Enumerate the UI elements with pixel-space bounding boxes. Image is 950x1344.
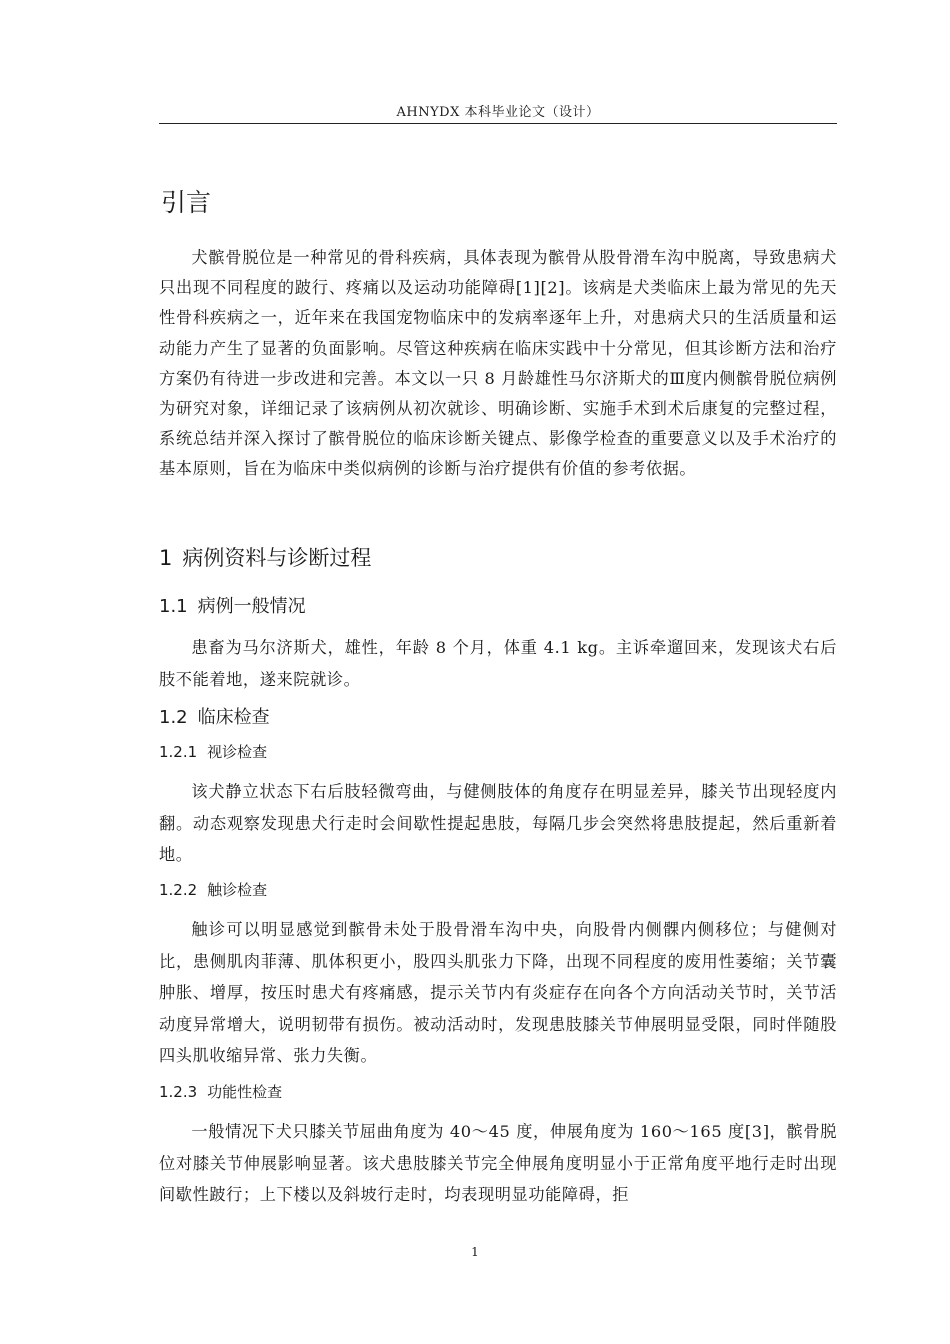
section-1-title: 病例资料与诊断过程	[182, 546, 372, 570]
section-1-2-2-title: 触诊检查	[207, 881, 268, 899]
section-1-1-number: 1.1	[159, 596, 188, 617]
section-1-1-heading	[159, 594, 306, 620]
section-1-2-heading	[159, 705, 270, 731]
section-1-1-title: 病例一般情况	[197, 596, 306, 617]
section-1-2-2-paragraph: 触诊可以明显感觉到髌骨未处于股骨滑车沟中央，向股骨内侧髁内侧移位；与健侧对比，患侧肌肉菲薄、肌体积更小，股四头肌张力下降，出现不同程度的废用性萎缩；关节囊肿胀、增厚，按压时患犬有疼痛感，提示关节内有炎症存在向各个方向活动关节时，关节活动度异常增大，说明韧带有损伤。被动活动时，发现患肢膝关节伸展明显受限，同时伴随股四头肌收缩异常、张力失衡。	[159, 920, 837, 1065]
section-1-2-3-number: 1.2.3	[159, 1083, 198, 1101]
section-1-2-1-title: 视诊检查	[207, 743, 268, 761]
section-1-2-3-paragraph: 一般情况下犬只膝关节屈曲角度为 40～45 度，伸展角度为 160～165 度[3]，髌骨脱位对膝关节伸展影响显著。该犬患肢膝关节完全伸展角度明显小于正常角度平地行走时出现间歇性跛行；上下楼以及斜坡行走时，均表现明显功能障碍，拒	[159, 1122, 837, 1204]
header-rule	[159, 123, 837, 124]
section-1-heading	[159, 542, 371, 574]
section-1-2-2-heading	[159, 879, 267, 901]
section-1-2-2-number: 1.2.2	[159, 881, 198, 899]
section-1-1-paragraph: 患畜为马尔济斯犬，雄性，年龄 8 个月，体重 4.1 kg。主诉牵遛回来，发现该犬右后肢不能着地，遂来院就诊。	[159, 638, 837, 689]
section-1-2-3-heading	[159, 1081, 282, 1103]
section-1-2-title: 临床检查	[197, 707, 270, 728]
section-1-number: 1	[159, 546, 173, 570]
intro-heading: 引言	[161, 188, 212, 217]
intro-paragraph: 犬髌骨脱位是一种常见的骨科疾病，具体表现为髌骨从股骨滑车沟中脱离，导致患病犬只出现不同程度的跛行、疼痛以及运动功能障碍[1][2]。该病是犬类临床上最为常见的先天性骨科疾病之一，近年来在我国宠物临床中的发病率逐年上升，对患病犬只的生活质量和运动能力产生了显著的负面影响。尽管这种疾病在临床实践中十分常见，但其诊断方法和治疗方案仍有待进一步改进和完善。本文以一只 8 月龄雄性马尔济斯犬的Ⅲ度内侧髌骨脱位病例为研究对象，详细记录了该病例从初次就诊、明确诊断、实施手术到术后康复的完整过程，系统总结并深入探讨了髌骨脱位的临床诊断关键点、影像学检查的重要意义以及手术治疗的基本原则，旨在为临床中类似病例的诊断与治疗提供有价值的参考依据。	[159, 248, 837, 479]
section-1-2-1-paragraph: 该犬静立状态下右后肢轻微弯曲，与健侧肢体的角度存在明显差异，膝关节出现轻度内翻。动态观察发现患犬行走时会间歇性提起患肢，每隔几步会突然将患肢提起，然后重新着地。	[159, 782, 837, 864]
section-1-2-1-number: 1.2.1	[159, 743, 198, 761]
running-header: AHNYDX 本科毕业论文（设计）	[396, 105, 600, 120]
section-1-2-1-heading	[159, 741, 267, 763]
section-1-2-number: 1.2	[159, 707, 188, 728]
section-1-2-3-title: 功能性检查	[207, 1083, 283, 1101]
page-number: 1	[471, 1245, 479, 1259]
